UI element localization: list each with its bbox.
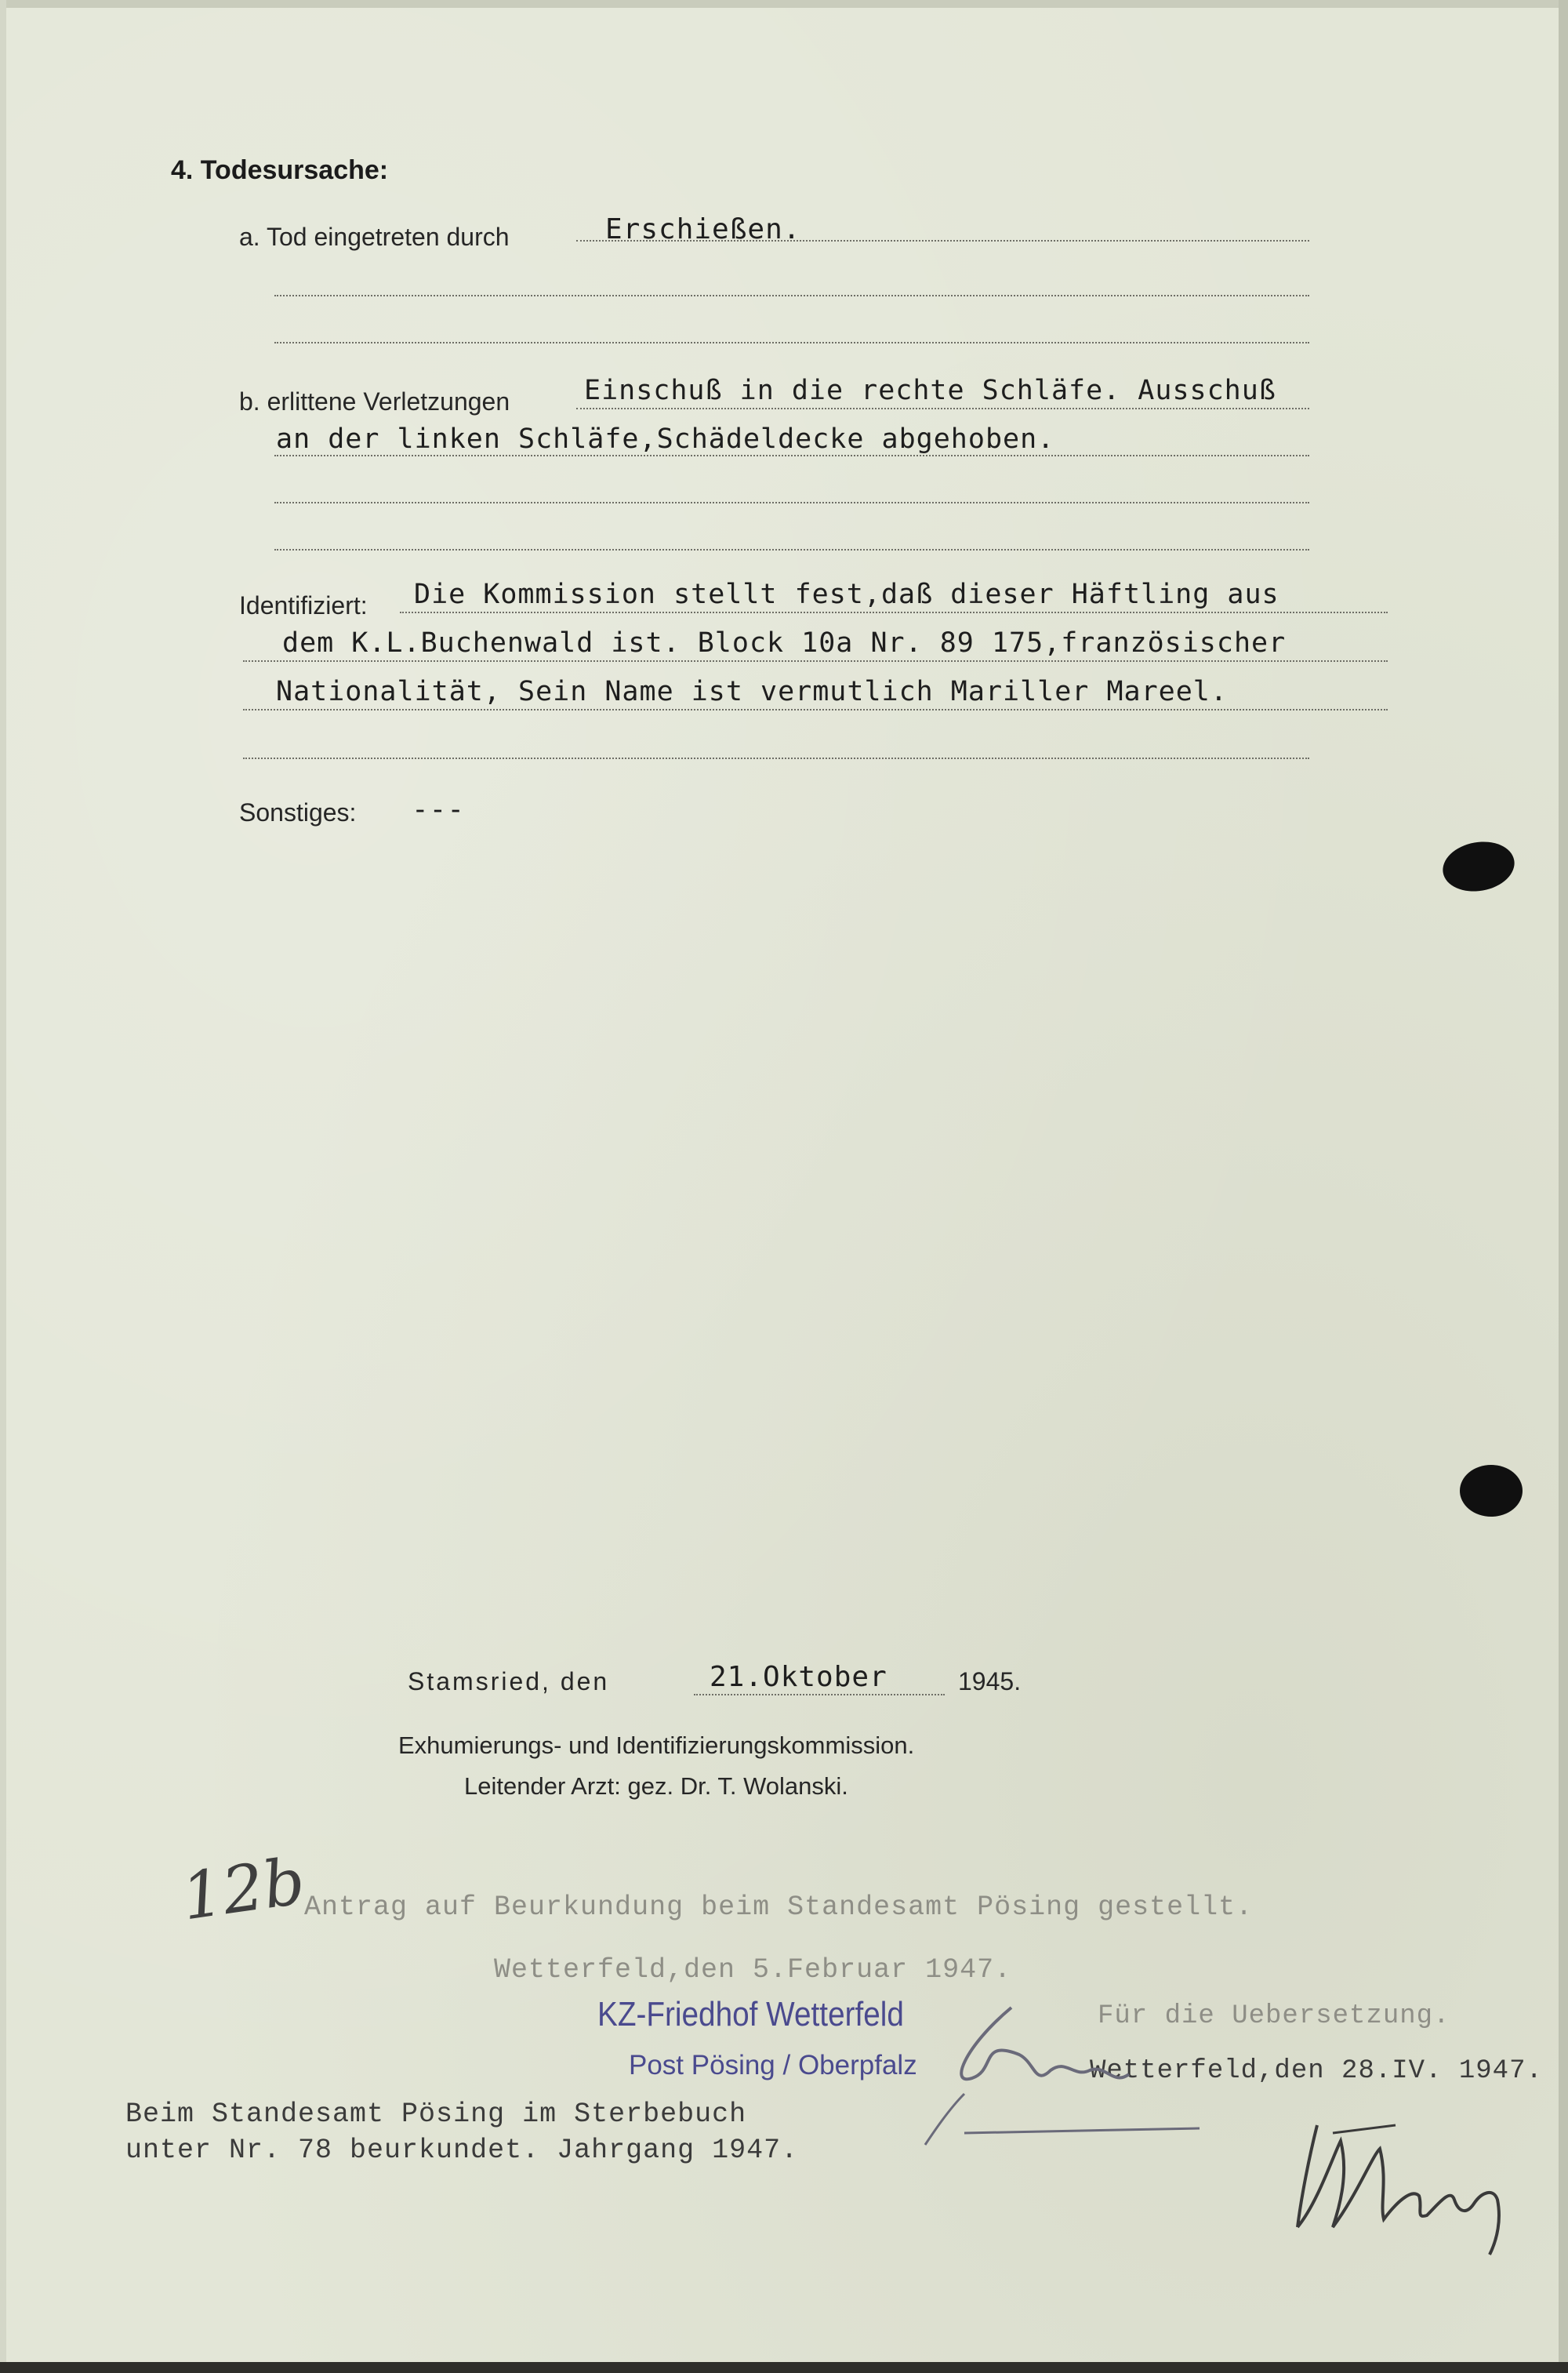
page-edge-top <box>0 0 1568 8</box>
identified-line-1: Die Kommission stellt fest,daß dieser Häftling aus <box>414 579 1279 610</box>
handwritten-signature <box>917 1992 1200 2149</box>
dotted-line <box>274 455 1309 456</box>
other-value: --- <box>412 794 466 826</box>
other-label: Sonstiges: <box>239 798 357 827</box>
year-value: 1945. <box>958 1667 1022 1695</box>
ink-blot <box>1460 1465 1523 1517</box>
translation-note-1: Für die Uebersetzung. <box>1098 2001 1450 2031</box>
page-edge-bottom <box>0 2362 1568 2373</box>
dotted-line <box>243 660 1388 662</box>
dotted-line <box>243 709 1388 710</box>
handwritten-number: 12b <box>177 1844 310 1935</box>
dotted-line <box>576 240 1309 242</box>
dotted-line <box>274 342 1309 343</box>
injuries-line-1: Einschuß in die rechte Schläfe. Ausschuß <box>584 375 1276 406</box>
page-edge-right <box>1559 0 1568 2373</box>
ink-blot <box>1439 836 1518 896</box>
injuries-line-2: an der linken Schläfe,Schädeldecke abgehoben. <box>276 423 1055 455</box>
registry-note-1: Beim Standesamt Pösing im Sterbebuch <box>125 2099 747 2130</box>
dotted-line <box>274 549 1309 551</box>
registry-note-2: unter Nr. 78 beurkundet. Jahrgang 1947. <box>125 2135 799 2166</box>
request-note: Antrag auf Beurkundung beim Standesamt Pösing gestellt. <box>304 1891 1254 1923</box>
translation-note-2: Wetterfeld,den 28.IV. 1947. <box>1090 2056 1543 2086</box>
place-label: Stamsried, den <box>408 1667 610 1695</box>
dotted-line <box>243 758 1309 759</box>
dotted-line <box>274 295 1309 296</box>
dotted-line <box>694 1694 945 1695</box>
doctor-name: Leitender Arzt: gez. Dr. T. Wolanski. <box>464 1772 848 1800</box>
dotted-line <box>400 612 1388 613</box>
page-edge-left <box>0 0 6 2373</box>
identified-label: Identifiziert: <box>239 591 368 620</box>
cemetery-stamp-line-2: Post Pösing / Oberpfalz <box>629 2050 917 2080</box>
date-value: 21.Oktober <box>710 1661 887 1693</box>
injuries-label: b. erlittene Verletzungen <box>239 387 510 416</box>
section-heading: 4. Todesursache: <box>171 155 389 185</box>
cause-value: Erschießen. <box>605 213 801 245</box>
cause-label: a. Tod eingetreten durch <box>239 223 510 251</box>
cemetery-stamp-line-1: KZ-Friedhof Wetterfeld <box>597 1995 904 2033</box>
handwritten-signature <box>1286 2110 1544 2259</box>
dotted-line <box>576 408 1309 409</box>
identified-line-2: dem K.L.Buchenwald ist. Block 10a Nr. 89 175,französischer <box>282 627 1287 659</box>
commission-name: Exhumierungs- und Identifizierungskommission. <box>398 1732 915 1759</box>
identified-line-3: Nationalität, Sein Name ist vermutlich Mariller Mareel. <box>276 676 1228 707</box>
dotted-line <box>274 502 1309 503</box>
request-date: Wetterfeld,den 5.Februar 1947. <box>494 1954 1012 1986</box>
